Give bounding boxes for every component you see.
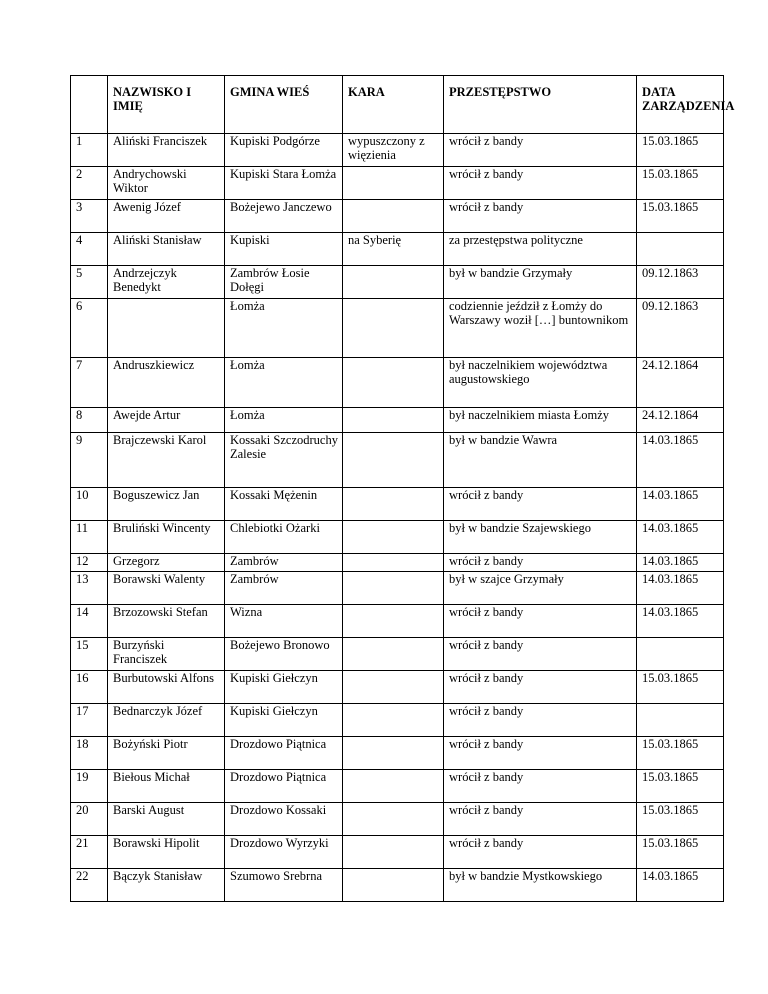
cell-num: 8: [71, 408, 108, 433]
cell-gmina: Kupiski Podgórze: [225, 134, 343, 167]
cell-kara: [343, 572, 444, 605]
cell-num: 1: [71, 134, 108, 167]
header-data: DATA ZARZĄDZENIA: [637, 76, 724, 134]
cell-name: Grzegorz: [108, 554, 225, 572]
cell-przestepstwo: był naczelnikiem województwa augustowskiego: [444, 358, 637, 408]
header-row: [71, 76, 724, 134]
cell-gmina: Kupiski Giełczyn: [225, 704, 343, 737]
cell-num: 10: [71, 488, 108, 521]
cell-gmina: Szumowo Srebrna: [225, 869, 343, 902]
cell-data: 15.03.1865: [637, 836, 724, 869]
table-row: [71, 358, 724, 408]
cell-num: 2: [71, 167, 108, 200]
table-row: [71, 605, 724, 638]
cell-data: [637, 233, 724, 266]
cell-data: 14.03.1865: [637, 572, 724, 605]
table-row: [71, 803, 724, 836]
table-row: [71, 233, 724, 266]
cell-kara: [343, 167, 444, 200]
cell-name: Boguszewicz Jan: [108, 488, 225, 521]
table-row: [71, 671, 724, 704]
cell-num: 4: [71, 233, 108, 266]
cell-data: 09.12.1863: [637, 266, 724, 299]
cell-kara: [343, 737, 444, 770]
cell-kara: [343, 521, 444, 554]
cell-name: Bednarczyk Józef: [108, 704, 225, 737]
cell-num: 16: [71, 671, 108, 704]
cell-przestepstwo: wrócił z bandy: [444, 167, 637, 200]
cell-gmina: Wizna: [225, 605, 343, 638]
cell-data: 15.03.1865: [637, 770, 724, 803]
cell-num: 9: [71, 433, 108, 488]
cell-name: Burzyński Franciszek: [108, 638, 225, 671]
cell-name: Bożyński Piotr: [108, 737, 225, 770]
cell-data: 15.03.1865: [637, 803, 724, 836]
cell-num: 12: [71, 554, 108, 572]
cell-gmina: Drozdowo Kossaki: [225, 803, 343, 836]
table-row: [71, 836, 724, 869]
cell-data: 14.03.1865: [637, 433, 724, 488]
cell-przestepstwo: za przestępstwa polityczne: [444, 233, 637, 266]
cell-kara: [343, 299, 444, 358]
cell-przestepstwo: był w szajce Grzymały: [444, 572, 637, 605]
cell-gmina: Bożejewo Bronowo: [225, 638, 343, 671]
cell-data: 15.03.1865: [637, 167, 724, 200]
table-row: [71, 704, 724, 737]
cell-gmina: Bożejewo Janczewo: [225, 200, 343, 233]
cell-gmina: Kossaki Szczodruchy Zalesie: [225, 433, 343, 488]
cell-data: 24.12.1864: [637, 408, 724, 433]
cell-gmina: Kupiski: [225, 233, 343, 266]
table-row: [71, 134, 724, 167]
cell-przestepstwo: wrócił z bandy: [444, 836, 637, 869]
cell-num: 6: [71, 299, 108, 358]
cell-name: Andrychowski Wiktor: [108, 167, 225, 200]
cell-num: 14: [71, 605, 108, 638]
cell-num: 5: [71, 266, 108, 299]
cell-data: 15.03.1865: [637, 200, 724, 233]
cell-kara: [343, 605, 444, 638]
cell-przestepstwo: wrócił z bandy: [444, 704, 637, 737]
cell-name: Bruliński Wincenty: [108, 521, 225, 554]
header-num: [71, 76, 108, 134]
cell-data: 15.03.1865: [637, 134, 724, 167]
cell-gmina: Drozdowo Piątnica: [225, 737, 343, 770]
table-row: [71, 266, 724, 299]
records-table: [70, 75, 735, 902]
cell-gmina: Łomża: [225, 299, 343, 358]
table-row: [71, 638, 724, 671]
cell-gmina: Kossaki Mężenin: [225, 488, 343, 521]
table-row: [71, 488, 724, 521]
cell-name: Biełous Michał: [108, 770, 225, 803]
header-name: NAZWISKO I IMIĘ: [108, 76, 225, 134]
cell-przestepstwo: wrócił z bandy: [444, 671, 637, 704]
cell-name: Bączyk Stanisław: [108, 869, 225, 902]
cell-num: 20: [71, 803, 108, 836]
cell-gmina: Zambrów Łosie Dołęgi: [225, 266, 343, 299]
header-przestepstwo: PRZESTĘPSTWO: [444, 76, 637, 134]
cell-name: Aliński Stanisław: [108, 233, 225, 266]
cell-przestepstwo: był w bandzie Mystkowskiego: [444, 869, 637, 902]
cell-gmina: Zambrów: [225, 554, 343, 572]
cell-gmina: Drozdowo Wyrzyki: [225, 836, 343, 869]
cell-przestepstwo: wrócił z bandy: [444, 605, 637, 638]
cell-name: Awenig Józef: [108, 200, 225, 233]
cell-kara: [343, 200, 444, 233]
cell-name: Brzozowski Stefan: [108, 605, 225, 638]
cell-przestepstwo: wrócił z bandy: [444, 770, 637, 803]
cell-num: 17: [71, 704, 108, 737]
cell-kara: na Syberię: [343, 233, 444, 266]
cell-data: 15.03.1865: [637, 671, 724, 704]
cell-przestepstwo: codziennie jeździł z Łomży do Warszawy woził […] buntownikom: [444, 299, 637, 358]
cell-przestepstwo: był w bandzie Grzymały: [444, 266, 637, 299]
cell-kara: [343, 803, 444, 836]
cell-name: Awejde Artur: [108, 408, 225, 433]
cell-name: Brajczewski Karol: [108, 433, 225, 488]
table-row: [71, 200, 724, 233]
cell-data: 14.03.1865: [637, 488, 724, 521]
table-row: [71, 737, 724, 770]
cell-kara: [343, 770, 444, 803]
cell-kara: [343, 408, 444, 433]
cell-kara: [343, 704, 444, 737]
cell-kara: [343, 266, 444, 299]
cell-gmina: Chlebiotki Ożarki: [225, 521, 343, 554]
cell-data: 14.03.1865: [637, 521, 724, 554]
cell-kara: [343, 554, 444, 572]
cell-przestepstwo: wrócił z bandy: [444, 134, 637, 167]
cell-kara: [343, 638, 444, 671]
cell-data: 14.03.1865: [637, 554, 724, 572]
table-row: [71, 408, 724, 433]
cell-name: Andruszkiewicz: [108, 358, 225, 408]
table-row: [71, 869, 724, 902]
cell-przestepstwo: wrócił z bandy: [444, 554, 637, 572]
cell-gmina: Kupiski Giełczyn: [225, 671, 343, 704]
cell-num: 15: [71, 638, 108, 671]
cell-kara: [343, 433, 444, 488]
cell-data: 09.12.1863: [637, 299, 724, 358]
cell-name: Andrzejczyk Benedykt: [108, 266, 225, 299]
header-gmina: GMINA WIEŚ: [225, 76, 343, 134]
cell-name: Aliński Franciszek: [108, 134, 225, 167]
cell-przestepstwo: był w bandzie Szajewskiego: [444, 521, 637, 554]
cell-data: 14.03.1865: [637, 869, 724, 902]
cell-gmina: Drozdowo Piątnica: [225, 770, 343, 803]
cell-name: Burbutowski Alfons: [108, 671, 225, 704]
table-row: [71, 521, 724, 554]
cell-gmina: Kupiski Stara Łomża: [225, 167, 343, 200]
table-row: [71, 433, 724, 488]
header-kara: KARA: [343, 76, 444, 134]
table-row: [71, 770, 724, 803]
cell-przestepstwo: wrócił z bandy: [444, 200, 637, 233]
table-row: [71, 299, 724, 358]
cell-data: [637, 638, 724, 671]
cell-przestepstwo: wrócił z bandy: [444, 737, 637, 770]
cell-name: [108, 299, 225, 358]
cell-przestepstwo: był naczelnikiem miasta Łomży: [444, 408, 637, 433]
cell-num: 18: [71, 737, 108, 770]
cell-przestepstwo: wrócił z bandy: [444, 638, 637, 671]
cell-kara: [343, 671, 444, 704]
cell-kara: wypuszczony z więzienia: [343, 134, 444, 167]
table-row: [71, 554, 724, 572]
cell-przestepstwo: był w bandzie Wawra: [444, 433, 637, 488]
cell-num: 3: [71, 200, 108, 233]
cell-kara: [343, 836, 444, 869]
cell-num: 11: [71, 521, 108, 554]
table-row: [71, 572, 724, 605]
cell-data: 15.03.1865: [637, 737, 724, 770]
cell-name: Borawski Hipolit: [108, 836, 225, 869]
table-row: [71, 167, 724, 200]
cell-num: 21: [71, 836, 108, 869]
cell-num: 22: [71, 869, 108, 902]
cell-przestepstwo: wrócił z bandy: [444, 488, 637, 521]
cell-name: Barski August: [108, 803, 225, 836]
cell-data: 14.03.1865: [637, 605, 724, 638]
cell-kara: [343, 488, 444, 521]
cell-gmina: Zambrów: [225, 572, 343, 605]
cell-num: 13: [71, 572, 108, 605]
cell-gmina: Łomża: [225, 408, 343, 433]
cell-gmina: Łomża: [225, 358, 343, 408]
cell-data: [637, 704, 724, 737]
cell-name: Borawski Walenty: [108, 572, 225, 605]
cell-kara: [343, 358, 444, 408]
cell-num: 19: [71, 770, 108, 803]
cell-data: 24.12.1864: [637, 358, 724, 408]
cell-przestepstwo: wrócił z bandy: [444, 803, 637, 836]
cell-kara: [343, 869, 444, 902]
cell-num: 7: [71, 358, 108, 408]
